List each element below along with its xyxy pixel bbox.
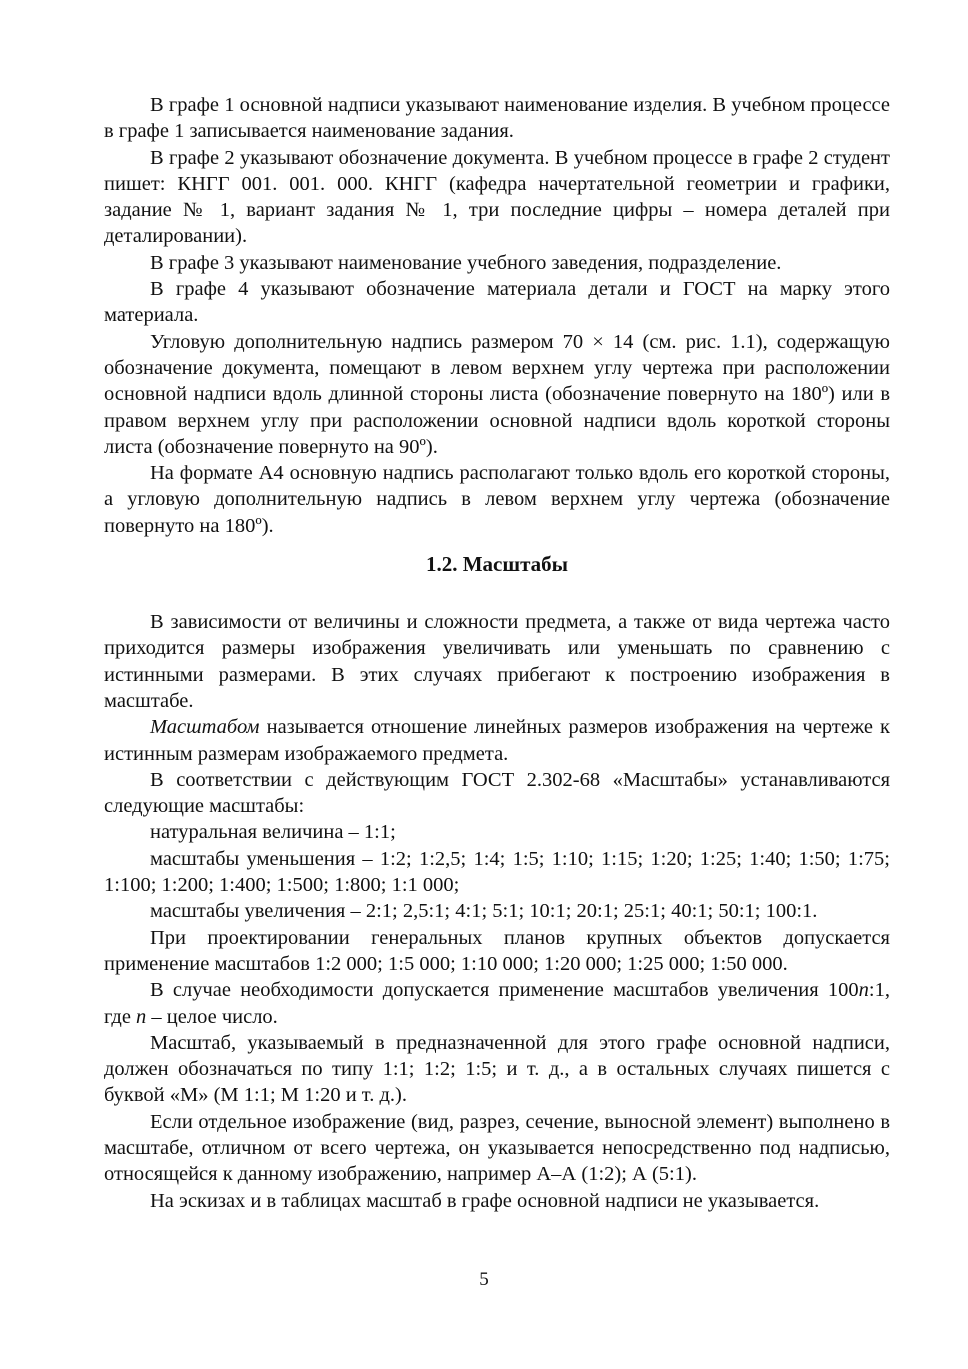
paragraph-scale-definition — [104, 714, 890, 767]
paragraph-gost: В соответствии с действующим ГОСТ 2.302-68 «Масштабы» устанавливаются следующие масштабы: — [104, 768, 890, 818]
section-heading: 1.2. Масштабы — [425, 552, 569, 577]
necessity-text-3: – целое число. — [146, 1005, 278, 1028]
paragraph-a4-format: На формате А4 основную надпись располагают только вдоль его короткой стороны, а угловую дополнительную надпись в левом верхнем углу чертежа (обозначение повернуто на 180º). — [104, 462, 890, 537]
paragraph-natural-scale: натуральная величина – 1:1; — [150, 821, 396, 844]
page-number: 5 — [479, 1269, 489, 1290]
paragraph-field-2: В графе 2 указывают обозначение документа. В учебном процессе в графе 2 студент пишет: КНГГ 001. 001. 000. КНГГ (кафедра начертательной геометрии и графики, задание № 1, вариант задания № 1, три последние цифры – номера деталей при деталировании). — [104, 146, 890, 248]
definition-term: Масштабом — [150, 716, 260, 739]
necessity-text-2: :1, где — [104, 979, 890, 1028]
paragraph-corner-inscription: Угловую дополнительную надпись размером 70 × 14 (см. рис. 1.1), содержащую обозначение документа, помещают в левом верхнем углу чертежа при расположении основной надписи вдоль длинной стороны листа (обозначение повернуто на 180º) или в правом верхнем углу при расположении основной надписи вдоль короткой стороны листа (обозначение повернуто на 90º). — [104, 330, 890, 458]
paragraph-field-1: В графе 1 основной надписи указывают наименование изделия. В учебном процессе в графе 1 записывается наименование задания. — [104, 94, 890, 143]
paragraph-field-4: В графе 4 указывают обозначение материала детали и ГОСТ на марку этого материала. — [104, 278, 890, 327]
variable-n: n — [858, 979, 869, 1002]
paragraph-reduction-scales: масштабы уменьшения – 1:2; 1:2,5; 1:4; 1:5; 1:10; 1:15; 1:20; 1:25; 1:40; 1:50; 1:75; 1:100; 1:200; 1:400; 1:500; 1:800; 1:1 000; — [104, 847, 890, 897]
paragraph-enlargement-scales: масштабы увеличения – 2:1; 2,5:1; 4:1; 5:1; 10:1; 20:1; 25:1; 40:1; 50:1; 100:1. — [150, 900, 818, 923]
definition-text: называется отношение линейных размеров изображения на чертеже к истинным размерам изображаемого предмета. — [104, 716, 890, 765]
paragraph-general-plans: При проектировании генеральных планов крупных объектов допускается применение масштабов 1:2 000; 1:5 000; 1:10 000; 1:20 000; 1:25 000; 1:50 000. — [104, 926, 890, 975]
page-body — [104, 92, 890, 1214]
section-spacer — [104, 597, 890, 609]
paragraph-scale-intro: В зависимости от величины и сложности предмета, а также от вида чертежа часто приходится размеры изображения увеличивать или уменьшать по сравнению с истинными размерами. В этих случаях прибегают к построению изображения в масштабе. — [104, 611, 890, 712]
paragraph-enlargement-100n — [104, 977, 890, 1030]
paragraph-field-3: В графе 3 указывают наименование учебного заведения, подразделение. — [150, 251, 782, 274]
paragraph-separate-image: Если отдельное изображение (вид, разрез, сечение, выносной элемент) выполнено в масштабе, отличном от всего чертежа, он указывается непосредственно под надписью, относящейся к данному изображению, например А–А (1:2); А (5:1). — [104, 1110, 890, 1186]
paragraph-title-block-scale: Масштаб, указываемый в предназначенной для этого графе основной надписи, должен обозначаться по типу 1:1; 1:2; 1:5; и т. д., а в остальных случаях пишется с буквой «М» (М 1:1; М 1:20 и т. д.). — [104, 1031, 890, 1107]
paragraph-sketches: На эскизах и в таблицах масштаб в графе основной надписи не указывается. — [150, 1189, 820, 1212]
necessity-text-1: В случае необходимости допускается применение масштабов увеличения 100 — [150, 979, 859, 1002]
variable-n-2: n — [136, 1005, 147, 1028]
